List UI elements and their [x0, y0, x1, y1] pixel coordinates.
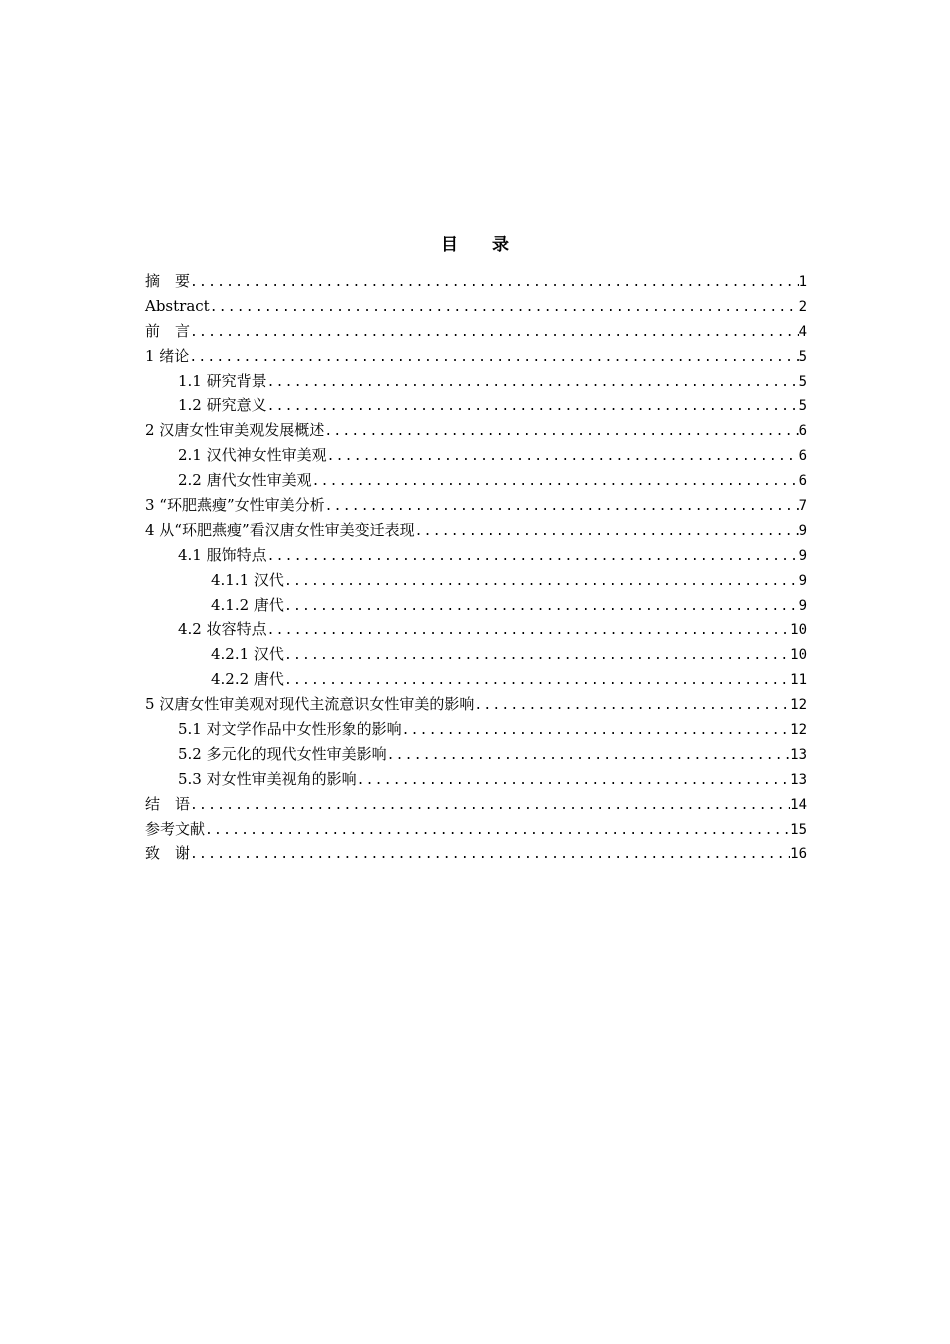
toc-entry-text: 摘 要 [145, 272, 191, 290]
toc-leader-dots [284, 595, 799, 620]
toc-entry[interactable] [145, 493, 807, 518]
toc-entry-text: Abstract [145, 296, 210, 315]
toc-entry[interactable] [145, 642, 807, 667]
toc-entry-page: 13 [790, 746, 807, 763]
toc-entry-text: 5 汉唐女性审美观对现代主流意识女性审美的影响 [145, 695, 475, 714]
toc-entry-page: 11 [790, 672, 807, 689]
toc-entry-text: 参考文献 [145, 819, 206, 838]
toc-leader-dots [284, 570, 799, 595]
toc-entry-text: 结 语 [145, 794, 191, 813]
toc-leader-dots [210, 296, 799, 321]
toc-entry[interactable] [145, 841, 807, 866]
toc-entry[interactable] [145, 692, 807, 717]
toc-entry-text: 4.2.2 唐代 [211, 670, 284, 689]
toc-leader-dots [324, 420, 798, 445]
toc-entry-page: 4 [798, 323, 807, 340]
toc-entry-page: 5 [798, 373, 807, 390]
toc-leader-dots [357, 769, 791, 794]
toc-leader-dots [387, 744, 791, 769]
toc-leader-dots [327, 445, 799, 470]
toc-entry[interactable] [145, 543, 807, 568]
toc-leader-dots [284, 669, 790, 694]
toc-entry-text: 5.2 多元化的现代女性审美影响 [178, 744, 387, 763]
toc-list [145, 269, 807, 866]
toc-entry-page: 2 [798, 298, 807, 315]
toc-entry[interactable] [145, 717, 807, 742]
toc-entry[interactable] [145, 393, 807, 418]
toc-entry-page: 15 [790, 821, 807, 838]
toc-entry-page: 9 [798, 597, 807, 614]
toc-leader-dots [267, 395, 799, 420]
toc-entry-text: 4.2 妆容特点 [178, 620, 267, 639]
toc-leader-dots [402, 719, 791, 744]
toc-entry[interactable] [145, 344, 807, 369]
toc-entry[interactable] [145, 518, 807, 543]
toc-entry[interactable] [145, 667, 807, 692]
toc-entry[interactable] [145, 319, 807, 344]
toc-entry-page: 9 [798, 572, 807, 589]
toc-entry[interactable] [145, 269, 807, 294]
toc-entry-text: 致 谢 [145, 844, 191, 863]
toc-entry-page: 7 [798, 498, 807, 515]
toc-entry-text: 1 绪论 [145, 346, 190, 365]
toc-entry-page: 14 [790, 796, 807, 813]
toc-entry-page: 5 [798, 398, 807, 415]
toc-entry-page: 6 [798, 423, 807, 440]
toc-entry[interactable] [145, 294, 807, 319]
toc-entry-text: 4.2.1 汉代 [211, 645, 284, 664]
toc-entry-page: 9 [798, 547, 807, 564]
toc-leader-dots [190, 321, 799, 346]
toc-leader-dots [474, 694, 790, 719]
toc-entry[interactable] [145, 617, 807, 642]
toc-leader-dots [189, 346, 798, 371]
toc-entry-text: 3 “环肥燕瘦”女性审美分析 [145, 496, 325, 515]
toc-leader-dots [267, 545, 799, 570]
toc-entry-page: 10 [790, 622, 807, 639]
toc-entry-text: 5.1 对文学作品中女性形象的影响 [178, 720, 402, 739]
toc-entry-page: 6 [798, 473, 807, 490]
toc-entry-page: 1 [798, 274, 807, 290]
toc-entry[interactable] [145, 568, 807, 593]
toc-entry[interactable] [145, 443, 807, 468]
toc-entry-text: 1.1 研究背景 [178, 371, 267, 390]
toc-entry-text: 2.2 唐代女性审美观 [178, 471, 312, 490]
toc-entry-page: 12 [790, 722, 807, 739]
toc-entry-text: 5.3 对女性审美视角的影响 [178, 769, 357, 788]
toc-entry[interactable] [145, 418, 807, 443]
toc-entry[interactable] [145, 593, 807, 618]
toc-leader-dots [190, 271, 799, 296]
toc-entry-text: 2.1 汉代神女性审美观 [178, 446, 327, 465]
toc-leader-dots [312, 470, 799, 495]
toc-entry-text: 4 从“环肥燕瘦”看汉唐女性审美变迁表现 [145, 520, 415, 539]
toc-entry[interactable] [145, 792, 807, 817]
toc-entry-page: 12 [790, 697, 807, 714]
toc-entry-text: 4.1 服饰特点 [178, 545, 267, 564]
toc-leader-dots [190, 843, 790, 868]
toc-leader-dots [267, 371, 799, 396]
toc-entry-text: 4.1.2 唐代 [211, 595, 284, 614]
toc-entry-page: 6 [798, 448, 807, 465]
toc-entry-page: 5 [798, 348, 807, 365]
toc-leader-dots [205, 819, 790, 844]
toc-leader-dots [190, 794, 790, 819]
toc-entry[interactable] [145, 817, 807, 842]
toc-entry-text: 前 言 [145, 321, 191, 340]
toc-entry-text: 4.1.1 汉代 [211, 570, 284, 589]
toc-entry-page: 16 [790, 846, 807, 863]
toc-entry[interactable] [145, 742, 807, 767]
toc-entry-page: 13 [790, 771, 807, 788]
toc-entry-text: 2 汉唐女性审美观发展概述 [145, 421, 325, 440]
toc-entry[interactable] [145, 468, 807, 493]
toc-leader-dots [415, 520, 799, 545]
toc-leader-dots [267, 619, 791, 644]
toc-entry-page: 9 [798, 522, 807, 539]
toc-entry-page: 10 [790, 647, 807, 664]
toc-leader-dots [325, 495, 799, 520]
toc-leader-dots [284, 644, 790, 669]
toc-title: 目 录 [441, 235, 523, 255]
toc-entry[interactable] [145, 369, 807, 394]
toc-entry-text: 1.2 研究意义 [178, 396, 267, 415]
toc-entry[interactable] [145, 767, 807, 792]
